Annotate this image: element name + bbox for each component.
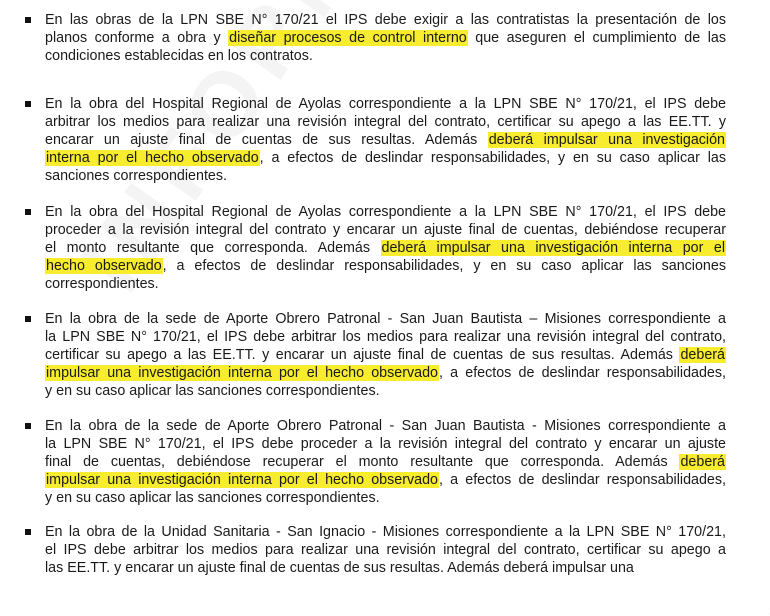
- highlighted-text: deberá impulsar una investigación: [488, 132, 726, 148]
- text-line: [45, 48, 726, 65]
- text-segment: , a efectos de deslindar responsabilidades, y en su caso aplicar las sanciones: [162, 258, 726, 274]
- bullet-marker-icon: [25, 529, 31, 535]
- text-segment: sanciones correspondientes.: [45, 168, 227, 184]
- text-segment: y en su caso aplicar las sanciones correspondientes.: [45, 383, 380, 399]
- text-segment: el monto resultante que corresponda. Además: [45, 240, 381, 256]
- bullet-marker-icon: [25, 101, 31, 107]
- text-line: [45, 472, 726, 489]
- text-line: [45, 132, 726, 149]
- text-line: [45, 114, 726, 131]
- bullet-marker-icon: [25, 316, 31, 322]
- text-line: [45, 168, 726, 185]
- text-line: [45, 329, 726, 346]
- text-segment: planos conforme a obra y: [45, 30, 229, 46]
- highlighted-text: deberá impulsar una investigación interna por el: [381, 240, 725, 256]
- text-segment: las EE.TT. y encarar un ajuste final de cuentas de sus resultas. Además deberá impulsar una: [45, 560, 634, 576]
- text-segment: arbitrar los medios para realizar una revisión integral del contrato, certificar su apego a las EE.TT. y: [45, 114, 726, 130]
- text-segment: que aseguren el cumplimiento de las: [467, 30, 726, 46]
- text-segment: , a efectos de deslindar responsabilidades, y en su caso aplicar las: [259, 150, 726, 166]
- text-segment: En la obra de la sede de Aporte Obrero Patronal - San Juan Bautista - Misiones correspondiente a: [45, 418, 726, 434]
- text-segment: encarar un ajuste final de cuentas de sus resultas. Además: [45, 132, 488, 148]
- text-line: [45, 258, 726, 275]
- text-segment: En la obra de la Unidad Sanitaria - San Ignacio - Misiones correspondiente a la LPN SBE N° 170/21,: [45, 524, 726, 540]
- text-line: [45, 311, 726, 328]
- text-segment: , a efectos de deslindar responsabilidades,: [438, 365, 726, 381]
- bullet-marker-icon: [25, 17, 31, 23]
- text-segment: , a efectos de deslindar responsabilidades,: [438, 472, 726, 488]
- text-line: [45, 12, 726, 29]
- text-segment: certificar su apego a las EE.TT. y encarar un ajuste final de cuentas de sus resultas. Además: [45, 347, 680, 363]
- text-segment: final de cuentas, debiéndose recuperar el monto resultante que corresponda. Además: [45, 454, 680, 470]
- bullet-marker-icon: [25, 209, 31, 215]
- text-segment: En las obras de la LPN SBE N° 170/21 el IPS debe exigir a las contratistas la presentación de los: [45, 12, 726, 28]
- text-segment: En la obra del Hospital Regional de Ayolas correspondiente a la LPN SBE N° 170/21, el IPS debe: [45, 204, 726, 220]
- text-segment: el IPS debe arbitrar los medios para realizar una revisión integral del contrato, certificar su apego a: [45, 542, 726, 558]
- text-segment: condiciones establecidas en los contratos.: [45, 48, 313, 64]
- text-segment: la LPN SBE N° 170/21, el IPS debe proceder a la revisión integral del contrato y encarar un ajuste: [45, 436, 726, 452]
- text-line: [45, 454, 726, 471]
- text-line: [45, 240, 726, 257]
- text-line: [45, 418, 726, 435]
- text-line: [45, 204, 726, 221]
- text-segment: y en su caso aplicar las sanciones correspondientes.: [45, 490, 380, 506]
- text-line: [45, 436, 726, 453]
- highlighted-text: diseñar procesos de control interno: [229, 30, 467, 46]
- highlighted-text: deberá: [680, 347, 725, 363]
- text-line: [45, 524, 726, 541]
- text-line: [45, 347, 726, 364]
- text-line: [45, 383, 726, 400]
- highlighted-text: interna por el hecho observado: [46, 150, 259, 166]
- text-segment: En la obra de la sede de Aporte Obrero Patronal - San Juan Bautista – Misiones correspondiente a: [45, 311, 726, 327]
- highlighted-text: impulsar una investigación interna por el hecho observado: [46, 365, 438, 381]
- text-line: [45, 542, 726, 559]
- text-line: [45, 276, 726, 293]
- highlighted-text: deberá: [680, 454, 725, 470]
- text-segment: proceder a la revisión integral del contrato y encarar un ajuste final de cuentas, debiéndose recuperar: [45, 222, 726, 238]
- text-line: [45, 365, 726, 382]
- text-line: [45, 150, 726, 167]
- bullet-marker-icon: [25, 423, 31, 429]
- text-segment: correspondientes.: [45, 276, 159, 292]
- text-line: [45, 30, 726, 47]
- text-segment: En la obra del Hospital Regional de Ayolas correspondiente a la LPN SBE N° 170/21, el IPS debe: [45, 96, 726, 112]
- text-line: [45, 96, 726, 113]
- text-line: [45, 222, 726, 239]
- torn-paper-edge: [0, 568, 770, 616]
- text-segment: la LPN SBE N° 170/21, el IPS debe arbitrar los medios para realizar una revisión integral del contrato,: [45, 329, 726, 345]
- text-line: [45, 490, 726, 507]
- highlighted-text: hecho observado: [46, 258, 162, 274]
- highlighted-text: impulsar una investigación interna por el hecho observado: [46, 472, 438, 488]
